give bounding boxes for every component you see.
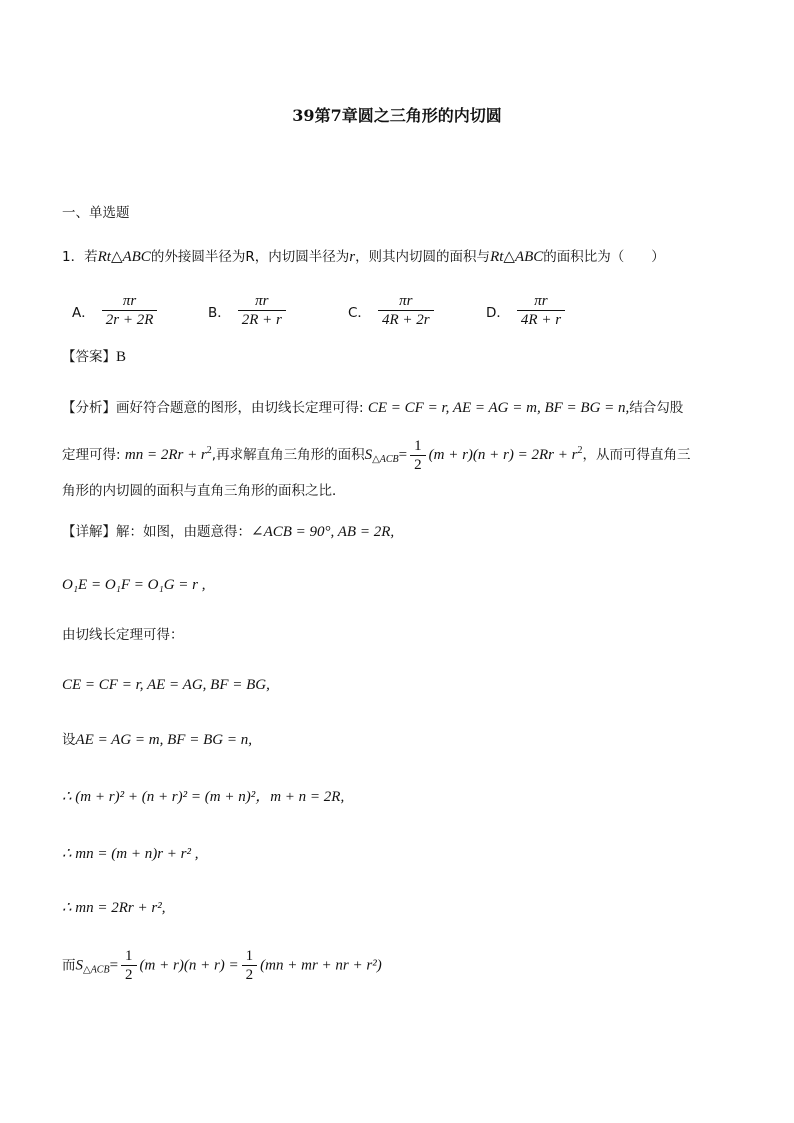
detail-line-1: 【详解】解：如图，由题意得：∠ACB = 90°, AB = 2R,	[62, 524, 395, 540]
answer-line	[62, 347, 126, 367]
detail-line-6: ∴ (m + r)² + (n + r)² = (m + n)²，m + n = 2R,	[62, 789, 345, 805]
page-title: 39第7章圆之三角形的内切圆	[292, 106, 502, 125]
question-number: 1．	[62, 249, 85, 265]
question-1: 1．若Rt△ABC的外接圆半径为R，内切圆半径为r，则其内切圆的面积与Rt△ABC的面积比为（ ）	[62, 249, 665, 265]
detail-line-8: ∴ mn = 2Rr + r²,	[62, 900, 166, 916]
analysis-line-2: 定理可得: mn = $2Rr + r^2$,再求解直角三角形的面积$S_{\triangle ACB}=$ $\frac{1}{2}$ $(m + r)(n + r) = 2Rr + r^2$，从而可得直角三	[62, 437, 691, 473]
option-b[interactable]: B． $\frac{\pi r}{2R + r}$	[208, 293, 289, 328]
detail-line-4: CE = CF = r, AE = AG, BF = BG,	[62, 677, 270, 693]
rt-label: Rt	[97, 249, 111, 265]
section-heading: 一、单选题	[62, 205, 130, 221]
option-c[interactable]: C． $\frac{\pi r}{4R + 2r}$	[348, 293, 437, 328]
detail-line-9: 而$S_{\triangle ACB}=$ $\frac{1}{2}$ (m + r)(n + r) = $\frac{1}{2}$ (mn + mr + nr + r²)	[62, 948, 382, 983]
analysis-label: 【分析】	[62, 400, 116, 416]
detail-line-5: 设AE = AG = m, BF = BG = n,	[62, 732, 252, 748]
detail-line-7: ∴ mn = (m + n)r + r² ,	[62, 846, 199, 862]
option-a[interactable]: A． $\frac{\pi r}{2r + 2R}$	[72, 293, 160, 328]
analysis-line-1: 【分析】画好符合题意的图形，由切线长定理可得: CE = CF = r, AE = AG = m, BF = BG = n,结合勾股	[62, 400, 684, 416]
detail-label: 【详解】	[62, 524, 116, 540]
detail-line-2: O₁E = O₁F = O₁G = r ,	[62, 577, 206, 593]
detail-line-3: 由切线长定理可得：	[62, 627, 184, 643]
answer-value: B	[116, 349, 127, 365]
option-d[interactable]: D． $\frac{\pi r}{4R + r}$	[486, 293, 568, 328]
answer-label: 【答案】	[62, 349, 116, 365]
analysis-line-3: 角形的内切圆的面积与直角三角形的面积之比．	[62, 483, 346, 499]
